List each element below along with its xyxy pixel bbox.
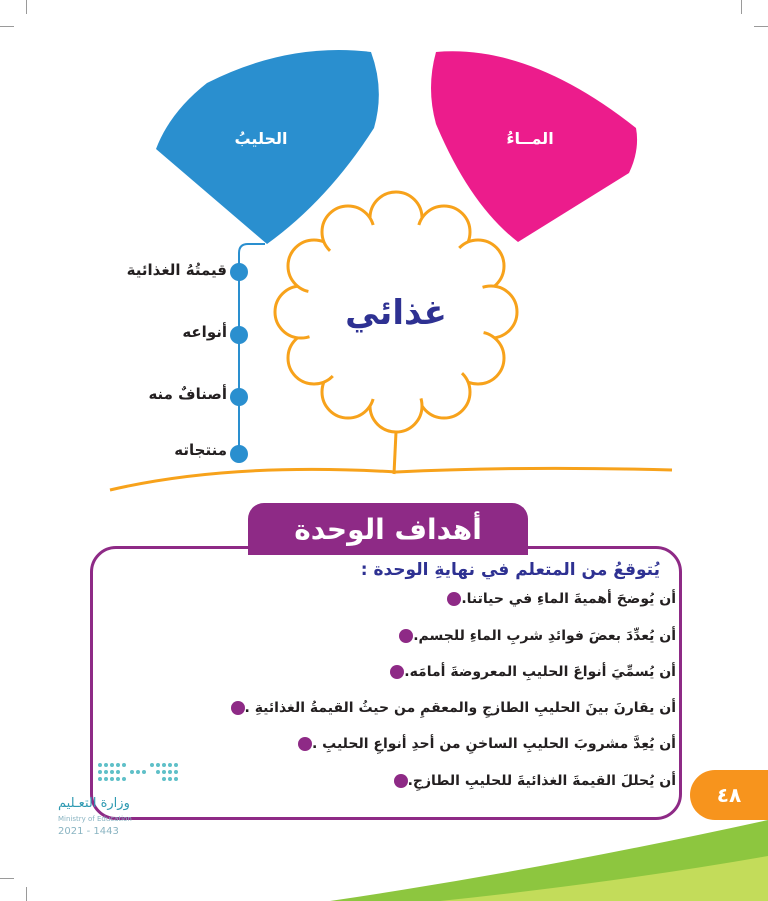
crop-mark (0, 878, 14, 879)
ministry-logo-icon (92, 760, 184, 788)
milk-label: الحليبُ (234, 129, 288, 148)
branch-dot (230, 263, 248, 281)
bullet-icon (298, 737, 312, 751)
branch-label-nutrition: قيمتُهُ الغذائية (126, 261, 227, 279)
bullet-icon (447, 592, 461, 606)
branch-label-types: أنواعه (182, 323, 227, 341)
ministry-name-ar: وزارة التعـليم (58, 796, 130, 811)
goal-text: أن يُعِدَّ مشروبَ الحليبِ الساخنِ من أحدِ أنواعِ الحليبِ . (311, 736, 676, 752)
page-number: ٤٨ (690, 770, 768, 820)
water-label: المــاءُ (506, 129, 554, 148)
flower-stem (394, 432, 396, 474)
goal-item (290, 733, 676, 755)
ministry-year: 2021 - 1443 (58, 826, 119, 837)
goal-item (439, 588, 676, 610)
center-title: غذائي (345, 293, 447, 333)
branch-dot (230, 445, 248, 463)
branch-dot (230, 326, 248, 344)
goal-item (386, 770, 676, 792)
branch-dot (230, 388, 248, 406)
goal-text: أن يقارنَ بينَ الحليبِ الطازجِ والمعقمِ من حيثُ القيمةُ الغذائيةِ . (244, 700, 676, 716)
goal-text: أن يُحللَ القيمةَ الغذائيةَ للحليبِ الطازجِ. (407, 773, 676, 789)
crop-mark (26, 887, 27, 901)
bullet-icon (399, 629, 413, 643)
goal-text: أن يُسمِّيَ أنواعَ الحليبِ المعروضةَ أمامَه. (404, 664, 676, 680)
bullet-icon (390, 665, 404, 679)
goal-item (223, 697, 677, 719)
goal-item (391, 625, 676, 647)
branch-label-varieties: أصنافٌ منه (148, 385, 227, 403)
goals-title (248, 503, 528, 555)
goals-heading: يُتوقعُ من المتعلم في نهايةِ الوحدة : (360, 560, 660, 580)
bullet-icon (394, 774, 408, 788)
goal-item (382, 661, 676, 683)
bullet-icon (231, 701, 245, 715)
ground-line (110, 468, 672, 490)
goals-title-text: أهداف الوحدة (294, 512, 482, 546)
branch-label-products: منتجاته (174, 441, 227, 459)
ministry-name-en: Ministry of Education (58, 815, 132, 823)
goal-text: أن يُعدِّدَ بعضَ فوائدِ شربِ الماءِ للجسم. (413, 628, 676, 644)
goal-text: أن يُوضحَ أهميةَ الماءِ في حياتنا. (461, 591, 676, 607)
